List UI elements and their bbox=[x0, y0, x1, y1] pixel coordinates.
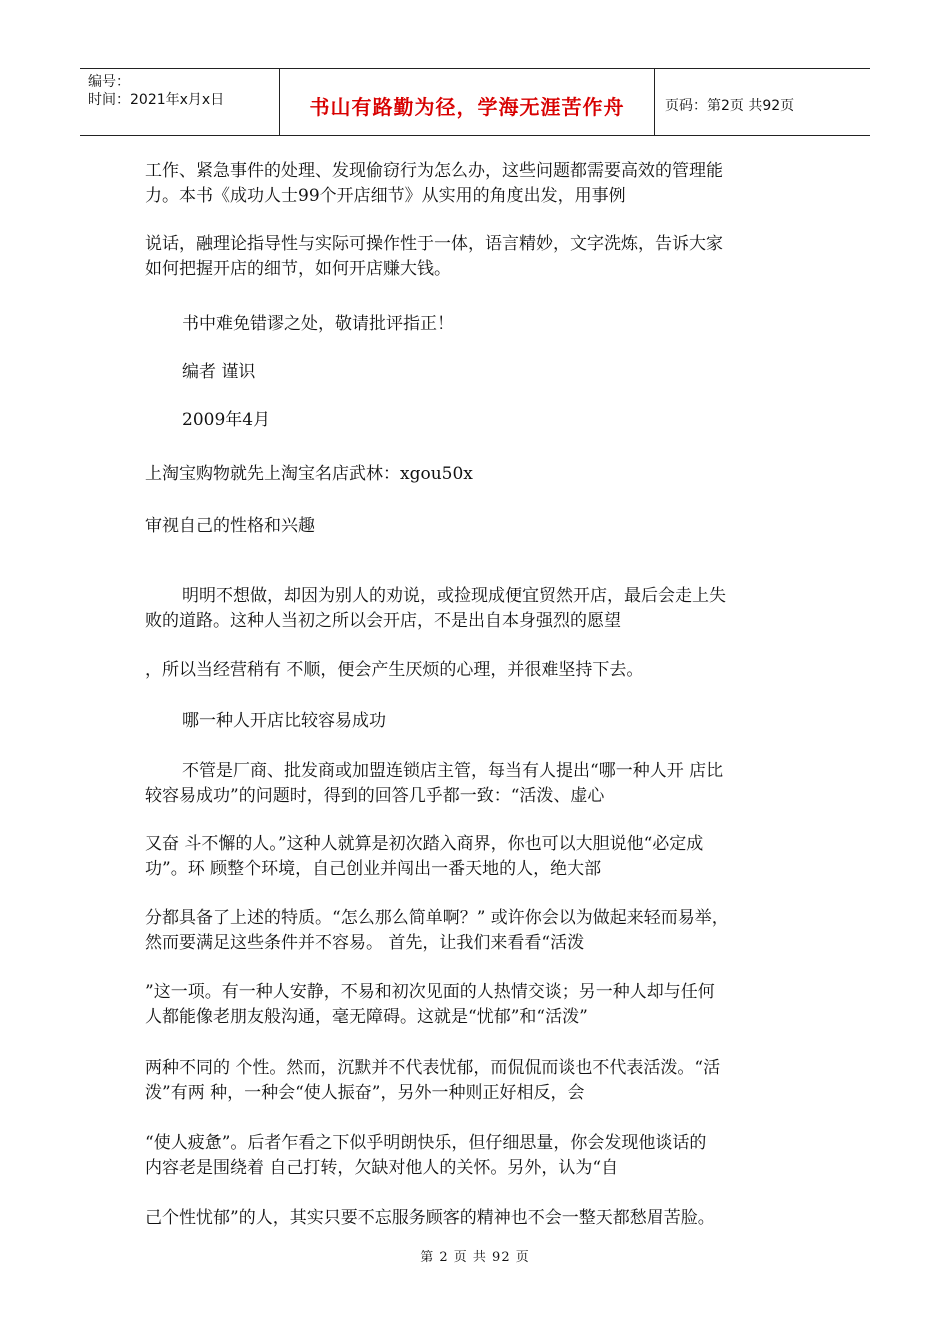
body-text-line: 败的道路。这种人当初之所以会开店，不是出自本身强烈的愿望 bbox=[145, 611, 621, 631]
body-text-line: 如何把握开店的细节，如何开店赚大钱。 bbox=[145, 259, 451, 279]
promo-line: 上淘宝购物就先上淘宝名店武林：xgou50x bbox=[145, 464, 473, 484]
page-footer: 第 2 页 共 92 页 bbox=[420, 1250, 530, 1265]
body-text-line: ，所以当经营稍有 不顺，便会产生厌烦的心理，并很难坚持下去。 bbox=[145, 660, 644, 680]
body-text-line: 泼”有两 种，一种会“使人振奋”，另外一种则正好相反，会 bbox=[145, 1083, 585, 1103]
body-text-line: 又奋 斗不懈的人。”这种人就算是初次踏入商界，你也可以大胆说他“必定成 bbox=[145, 834, 704, 854]
editor-signature: 编者 谨识 bbox=[182, 362, 256, 382]
section-heading: 审视自己的性格和兴趣 bbox=[145, 516, 315, 536]
header-page-info: 页码：第2页 共92页 bbox=[665, 98, 795, 114]
body-text-line: 不管是厂商、批发商或加盟连锁店主管，每当有人提出“哪一种人开 店比 bbox=[182, 761, 724, 781]
body-text-line: 己个性忧郁”的人，其实只要不忘服务顾客的精神也不会一整天都愁眉苦脸。 bbox=[145, 1208, 715, 1228]
header-motto: 书山有路勤为径，学海无涯苦作舟 bbox=[280, 69, 655, 135]
body-text-line: 工作、紧急事件的处理、发现偷窃行为怎么办，这些问题都需要高效的管理能 bbox=[145, 161, 723, 181]
body-text-line: 书中难免错谬之处，敬请批评指正！ bbox=[182, 314, 454, 334]
document-number-label: 编号： bbox=[88, 74, 130, 90]
document-time-label: 时间：2021年x月x日 bbox=[88, 92, 225, 108]
body-text-line: “使人疲惫”。后者乍看之下似乎明朗快乐，但仔细思量，你会发现他谈话的 bbox=[145, 1133, 707, 1153]
subsection-heading: 哪一种人开店比较容易成功 bbox=[182, 711, 386, 731]
body-text-line: 较容易成功”的问题时，得到的回答几乎都一致：“活泼、虚心 bbox=[145, 786, 605, 806]
header-meta bbox=[80, 69, 280, 135]
body-text-line: 力。本书《成功人士99个开店细节》从实用的角度出发，用事例 bbox=[145, 186, 626, 206]
body-text-line: ”这一项。有一种人安静，不易和初次见面的人热情交谈；另一种人却与任何 bbox=[145, 982, 715, 1002]
body-text-line: 分都具备了上述的特质。“怎么那么简单啊？” 或许你会以为做起来轻而易举， bbox=[145, 908, 729, 928]
body-text-line: 人都能像老朋友般沟通，毫无障碍。这就是“忧郁”和“活泼” bbox=[145, 1007, 588, 1027]
body-text-line: 然而要满足这些条件并不容易。 首先，让我们来看看“活泼 bbox=[145, 933, 585, 953]
date-line: 2009年4月 bbox=[182, 410, 271, 430]
body-text-line: 功”。环 顾整个环境，自己创业并闯出一番天地的人，绝大部 bbox=[145, 859, 602, 879]
page-header bbox=[80, 68, 870, 136]
body-text-line: 两种不同的 个性。然而，沉默并不代表忧郁，而侃侃而谈也不代表活泼。“活 bbox=[145, 1058, 721, 1078]
body-text-line: 内容老是围绕着 自己打转，欠缺对他人的关怀。另外，认为“自 bbox=[145, 1158, 619, 1178]
body-text-line: 说话，融理论指导性与实际可操作性于一体，语言精妙，文字洗炼，告诉大家 bbox=[145, 234, 723, 254]
body-text-line: 明明不想做，却因为别人的劝说，或捡现成便宜贸然开店，最后会走上失 bbox=[182, 586, 726, 606]
